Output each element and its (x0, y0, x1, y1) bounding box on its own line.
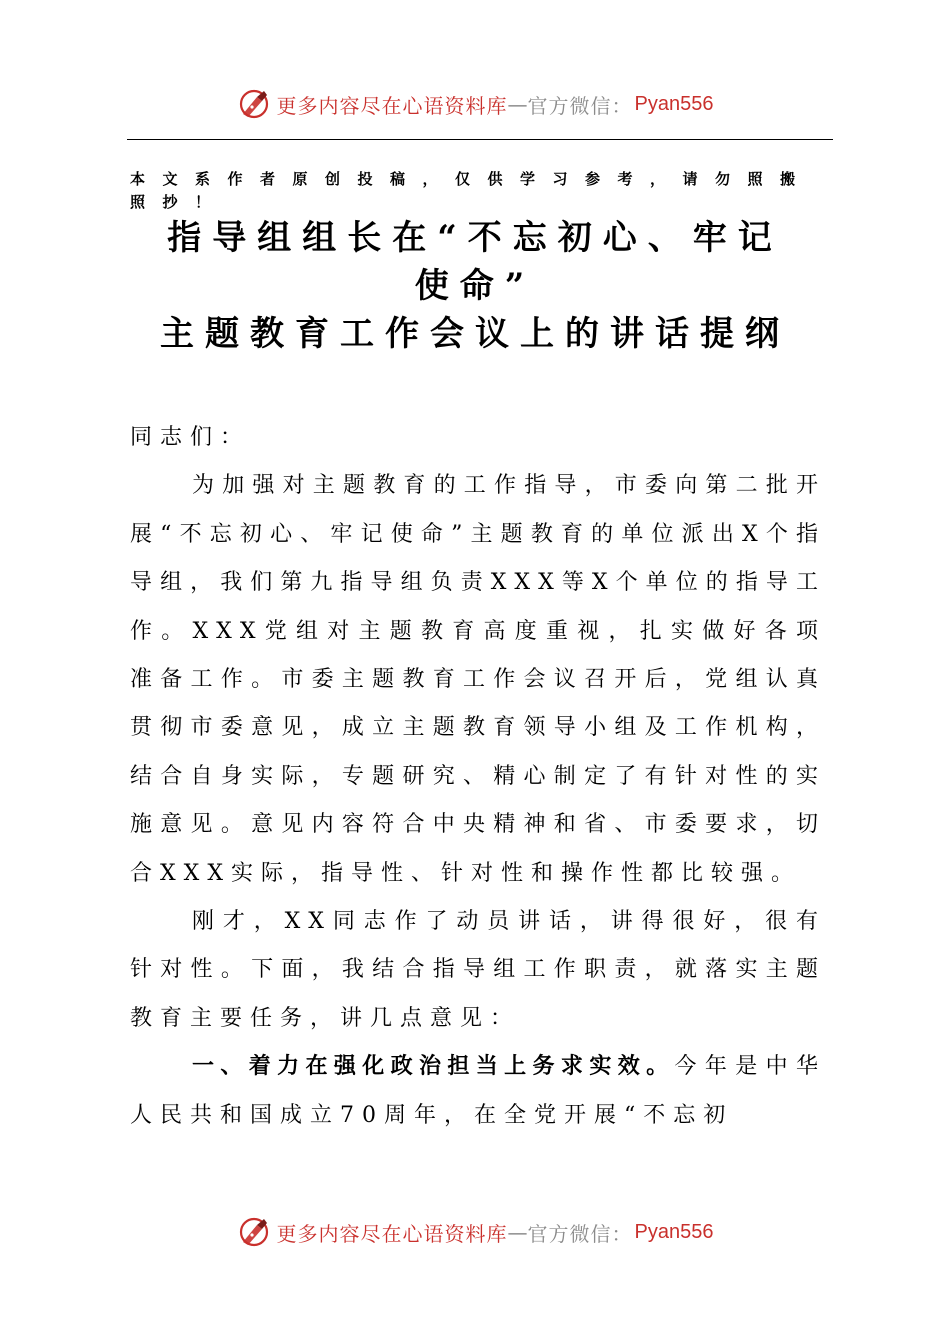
title-line-3: 主题教育工作会议上的讲话提纲 (160, 314, 790, 354)
footer-banner (0, 1210, 950, 1254)
title-line-1: 指导组组长在“不忘初心、牢记 (167, 218, 783, 258)
footer-wechat-id: Pyan556 (634, 1220, 714, 1243)
pen-nib-logo-icon (237, 1215, 271, 1249)
header-divider (127, 139, 833, 140)
title-line-2: 使命” (414, 266, 536, 306)
footer-brand-text: 更多内容尽在心语资料库 (276, 1221, 508, 1246)
document-title (130, 214, 820, 358)
footer-separator: — (507, 1220, 528, 1244)
header-wechat-id: Pyan556 (634, 92, 714, 115)
header-separator: — (507, 92, 528, 116)
header-wechat-label: 官方微信： (527, 93, 633, 118)
footer-wechat-label: 官方微信： (527, 1221, 633, 1246)
copyright-notice: 本文系作者原创投稿，仅供学习参考，请勿照搬照抄！ (130, 170, 813, 211)
paragraph-3-text: 今年是中华人民共和国成立70周年，在全党开展“不忘初 (130, 1054, 826, 1128)
header-banner (0, 82, 950, 126)
pen-nib-logo-icon (237, 87, 271, 121)
document-body (130, 414, 826, 1140)
paragraph-3 (130, 1043, 826, 1140)
section-heading-1: 一、着力在强化政治担当上务求实效。 (192, 1054, 675, 1080)
salutation: 同志们： (130, 425, 251, 450)
paragraph-2: 刚才，XX同志作了动员讲话，讲得很好，很有针对性。下面，我结合指导组工作职责，就落实主题教育主要任务，讲几点意见： (130, 909, 826, 1031)
header-brand-text: 更多内容尽在心语资料库 (276, 93, 508, 118)
paragraph-1: 为加强对主题教育的工作指导，市委向第二批开展“不忘初心、牢记使命”主题教育的单位派出X个指导组，我们第九指导组负责XXX等X个单位的指导工作。XXX党组对主题教育高度重视，扎实做好各项准备工作。市委主题教育工作会议召开后，党组认真贯彻市委意见，成立主题教育领导小组及工作机构，结合自身实际，专题研究、精心制定了有针对性的实施意见。意见内容符合中央精神和省、市委要求，切合XXX实际，指导性、针对性和操作性都比较强。 (130, 473, 826, 886)
